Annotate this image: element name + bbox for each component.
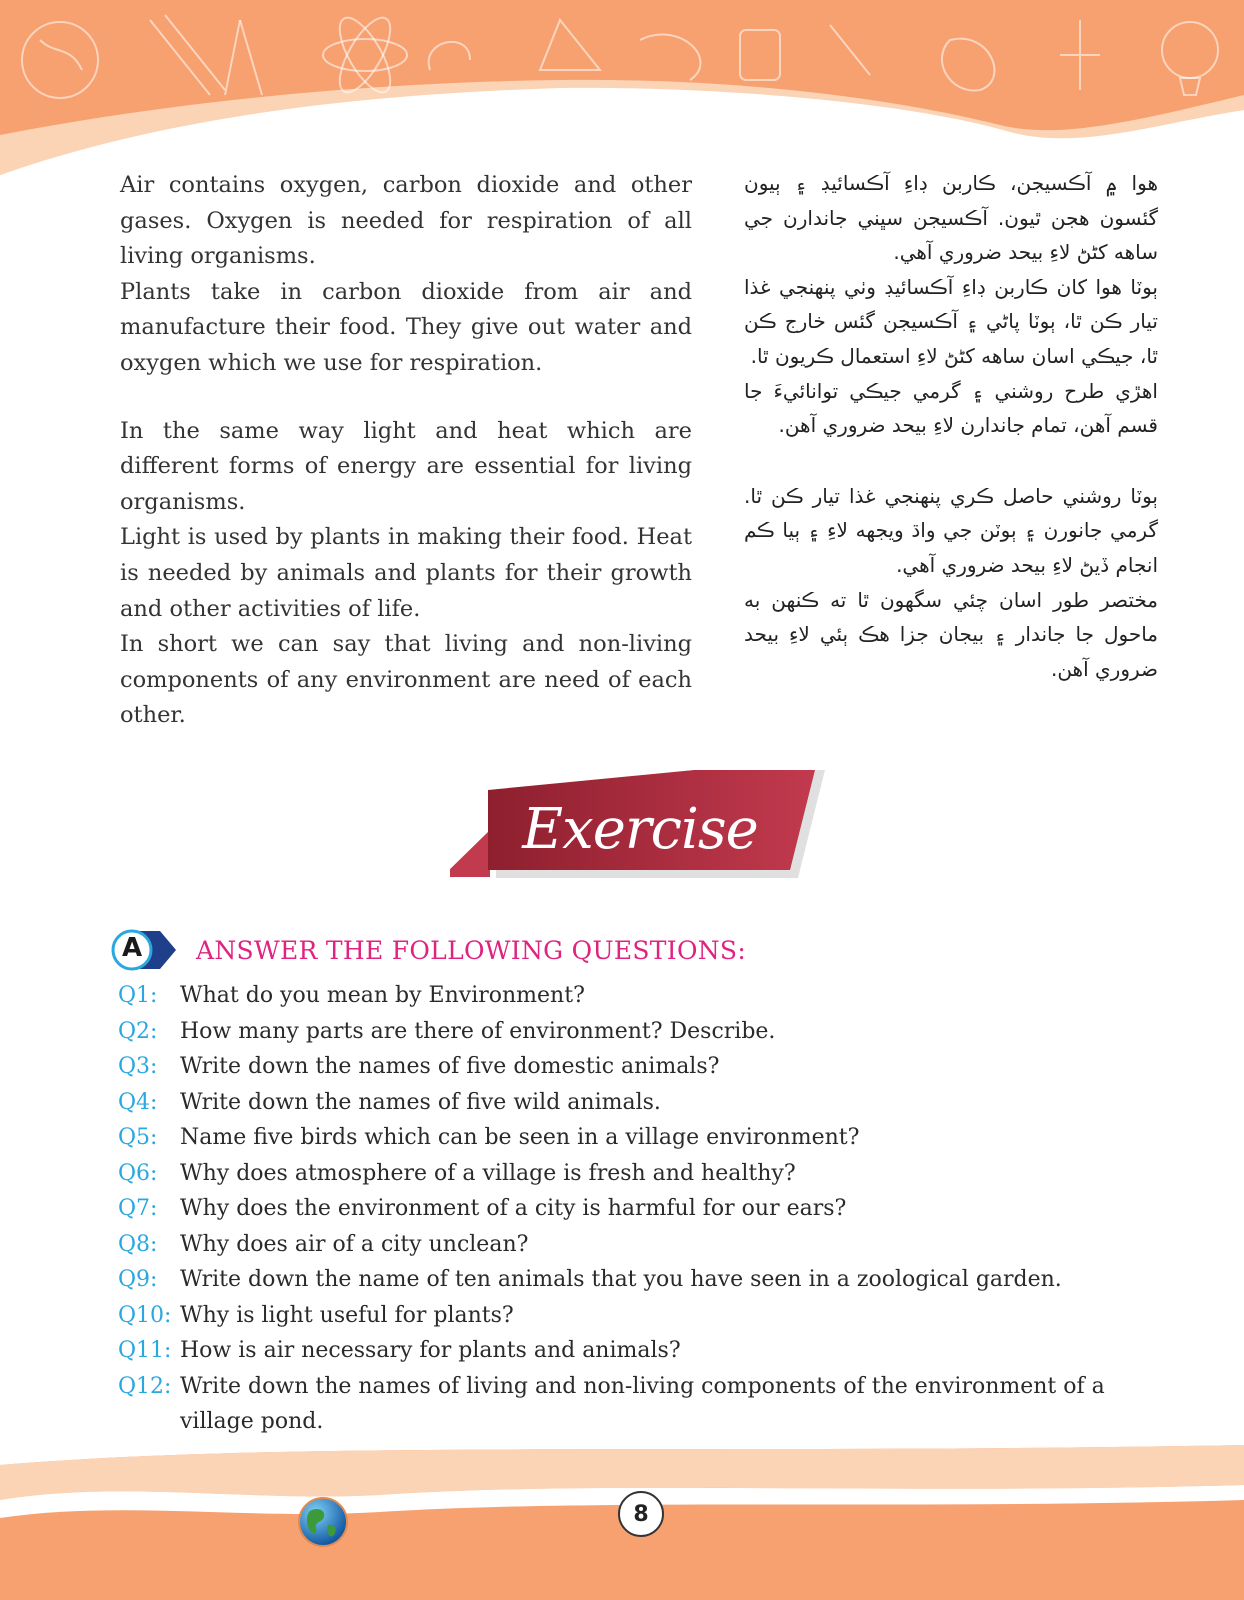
page-number: 8 [633, 1501, 649, 1527]
exercise-title: Exercise [522, 797, 758, 862]
question-item [118, 1049, 1178, 1085]
question-text: What do you mean by Environment? [180, 983, 585, 1008]
question-item [118, 1156, 1178, 1192]
question-number: Q7: [118, 1196, 158, 1221]
english-text-column [120, 168, 692, 734]
question-item [118, 1191, 1178, 1227]
question-text: Why does the environment of a city is harmful for our ears? [180, 1196, 847, 1221]
question-number: Q1: [118, 983, 158, 1008]
question-item [118, 1369, 1178, 1440]
sindhi-paragraph: مختصر طور اسان چئي سگهون ٿا ته ڪنهن به ماحول جا جاندار ۽ بيجان جزا هڪ ٻئي لاءِ بيحد ضروري آهن. [744, 587, 1158, 681]
globe-icon [296, 1495, 350, 1549]
sindhi-paragraph: هوا ۾ آڪسيجن، ڪاربن ڊاءِ آڪسائيڊ ۽ ٻيون گئسون هجن ٿيون. آڪسيجن سڀني جاندارن جي ساهه کڻڻ لاءِ بيحد ضروري آهي. [744, 171, 1158, 265]
question-number: Q12: [118, 1373, 172, 1399]
question-text: Why is light useful for plants? [180, 1302, 514, 1328]
question-item [118, 1298, 1178, 1334]
question-item [118, 1227, 1178, 1263]
question-item [118, 1262, 1178, 1298]
question-item [118, 1014, 1178, 1050]
question-text: Why does atmosphere of a village is fresh and healthy? [180, 1160, 796, 1186]
question-text: Name five birds which can be seen in a village environment? [180, 1125, 860, 1150]
sindhi-paragraph: ٻوٽا هوا کان ڪاربن ڊاءِ آڪسائيڊ وٺي پنهنجي غذا تيار ڪن ٿا، ٻوٽا پاڻي ۽ آڪسيجن گئس خارج ڪن ٿا، جيڪي اسان ساهه کڻڻ لاءِ استعمال ڪريون ٿا. [744, 274, 1158, 368]
sindhi-text-column [744, 166, 1158, 686]
page-number-badge [618, 1491, 664, 1537]
section-letter: A [121, 933, 143, 963]
question-item [118, 978, 1178, 1014]
question-number: Q6: [118, 1160, 158, 1186]
question-number: Q5: [118, 1125, 158, 1150]
question-text: Why does air of a city unclean? [180, 1231, 529, 1257]
question-number: Q10: [118, 1302, 172, 1328]
section-title: ANSWER THE FOLLOWING QUESTIONS: [196, 935, 747, 965]
question-text: Write down the names of five wild animals. [180, 1089, 661, 1115]
question-list [118, 978, 1178, 1440]
question-text: Write down the name of ten animals that you have seen in a zoological garden. [180, 1267, 1062, 1292]
english-paragraph: Light is used by plants in making their food. Heat is needed by animals and plants for their growth and other activities of life. [120, 524, 692, 622]
question-text: Write down the names of five domestic animals? [180, 1054, 720, 1079]
question-item [118, 1085, 1178, 1121]
question-number: Q4: [118, 1089, 158, 1115]
english-paragraph: In the same way light and heat which are different forms of energy are essential for living organisms. [120, 417, 692, 515]
question-item [118, 1120, 1178, 1156]
question-number: Q11: [118, 1338, 172, 1363]
question-text: How many parts are there of environment? Describe. [180, 1018, 776, 1044]
question-number: Q8: [118, 1231, 158, 1257]
section-a-heading [110, 925, 746, 975]
question-text: Write down the names of living and non-living components of the environment of a village pond. [180, 1373, 1105, 1434]
question-item [118, 1333, 1178, 1369]
question-number: Q3: [118, 1054, 158, 1079]
header-decoration [0, 0, 1244, 175]
sindhi-paragraph: ٻوٽا روشني حاصل ڪري پنهنجي غذا تيار ڪن ٿا. گرمي جانورن ۽ ٻوٽن جي واڌ ويجهه لاءِ ۽ ٻيا ڪم انجام ڏيڻ لاءِ بيحد ضروري آهي. [744, 483, 1158, 577]
sindhi-paragraph: اهڙي طرح روشني ۽ گرمي جيڪي توانائيءَ جا قسم آهن، تمام جاندارن لاءِ بيحد ضروري آهن. [744, 378, 1158, 438]
question-number: Q9: [118, 1267, 158, 1292]
section-a-badge [110, 927, 184, 973]
english-paragraph: In short we can say that living and non-living components of any environment are need of each other. [120, 631, 692, 729]
question-number: Q2: [118, 1018, 158, 1044]
question-text: How is air necessary for plants and animals? [180, 1338, 681, 1363]
english-paragraph: Air contains oxygen, carbon dioxide and other gases. Oxygen is needed for respiration of all living organisms. [120, 172, 692, 270]
english-paragraph: Plants take in carbon dioxide from air and manufacture their food. They give out water and oxygen which we use for respiration. [120, 278, 692, 376]
